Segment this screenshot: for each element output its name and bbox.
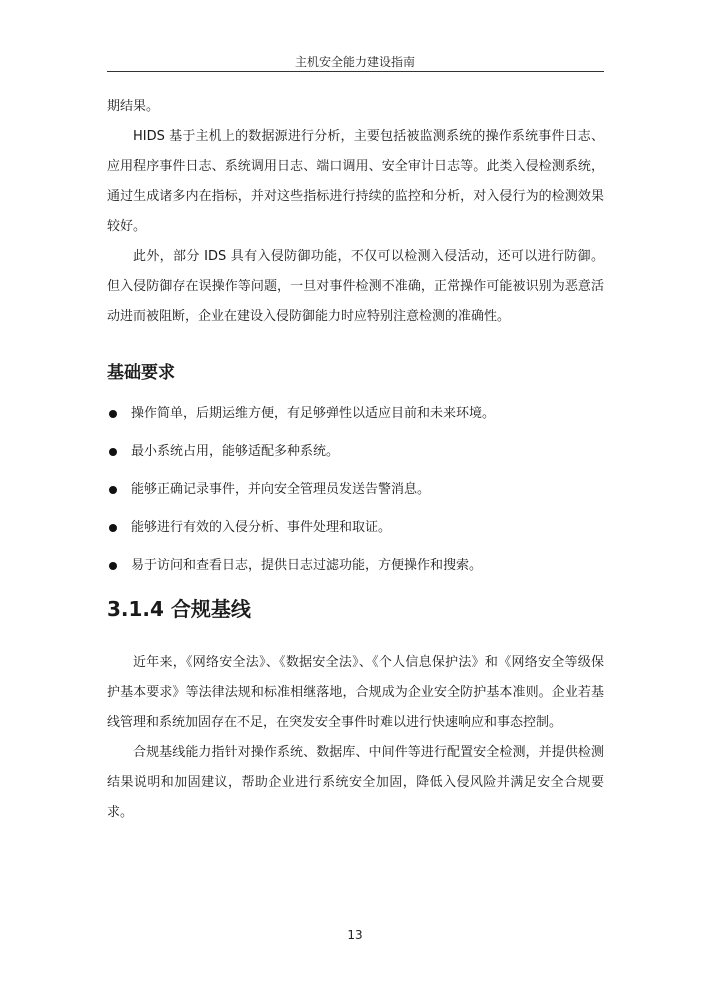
list-item-text: 操作简单，后期运维方便，有足够弹性以适应目前和未来环境。 [131,406,496,421]
list-item-text: 能够进行有效的入侵分析、事件处理和取证。 [131,520,392,535]
page-number: 13 [347,928,363,942]
list-item [107,518,604,538]
requirements-list [107,404,604,576]
section-heading: 3.1.4 合规基线 [107,597,251,621]
list-item [107,480,604,500]
paragraph-compliance-laws: 近年来，《网络安全法》、《数据安全法》、《个人信息保护法》和《网络安全等级保护基本要求》等法律法规和标准相继落地，合规成为企业安全防护基本准则。企业若基线管理和系统加固存在不足，在突发安全事件时难以进行快速响应和事态控制。 [107,655,604,730]
bullet-icon [109,562,117,570]
list-item-text: 最小系统占用，能够适配多种系统。 [131,444,340,459]
list-item-text: 易于访问和查看日志，提供日志过滤功能，方便操作和搜索。 [131,558,483,573]
paragraph-compliance-baseline: 合规基线能力指针对操作系统、数据库、中间件等进行配置安全检测，并提供检测结果说明和加固建议，帮助企业进行系统安全加固，降低入侵风险并满足安全合规要求。 [107,745,604,820]
list-item-text: 能够正确记录事件，并向安全管理员发送告警消息。 [131,482,431,497]
page-content [107,92,604,828]
list-item [107,442,604,462]
bullet-icon [109,410,117,418]
list-item [107,556,604,576]
bullet-icon [109,448,117,456]
bullet-icon [109,486,117,494]
header-rule [107,71,604,72]
paragraph-continuation: 期结果。 [107,99,160,114]
basic-requirements-heading: 基础要求 [107,363,175,383]
bullet-icon [109,524,117,532]
paragraph-ids-prevention: 此外，部分 IDS 具有入侵防御功能，不仅可以检测入侵活动，还可以进行防御。但入侵防御存在误操作等问题，一旦对事件检测不准确，正常操作可能被识别为恶意活动进而被阻断，企业在建设入侵防御能力时应特别注意检测的准确性。 [107,249,604,324]
list-item [107,404,604,424]
paragraph-hids: HIDS 基于主机上的数据源进行分析，主要包括被监测系统的操作系统事件日志、应用程序事件日志、系统调用日志、端口调用、安全审计日志等。此类入侵检测系统，通过生成诸多内在指标，并对这些指标进行持续的监控和分析，对入侵行为的检测效果较好。 [107,129,604,234]
running-header: 主机安全能力建设指南 [294,55,415,69]
